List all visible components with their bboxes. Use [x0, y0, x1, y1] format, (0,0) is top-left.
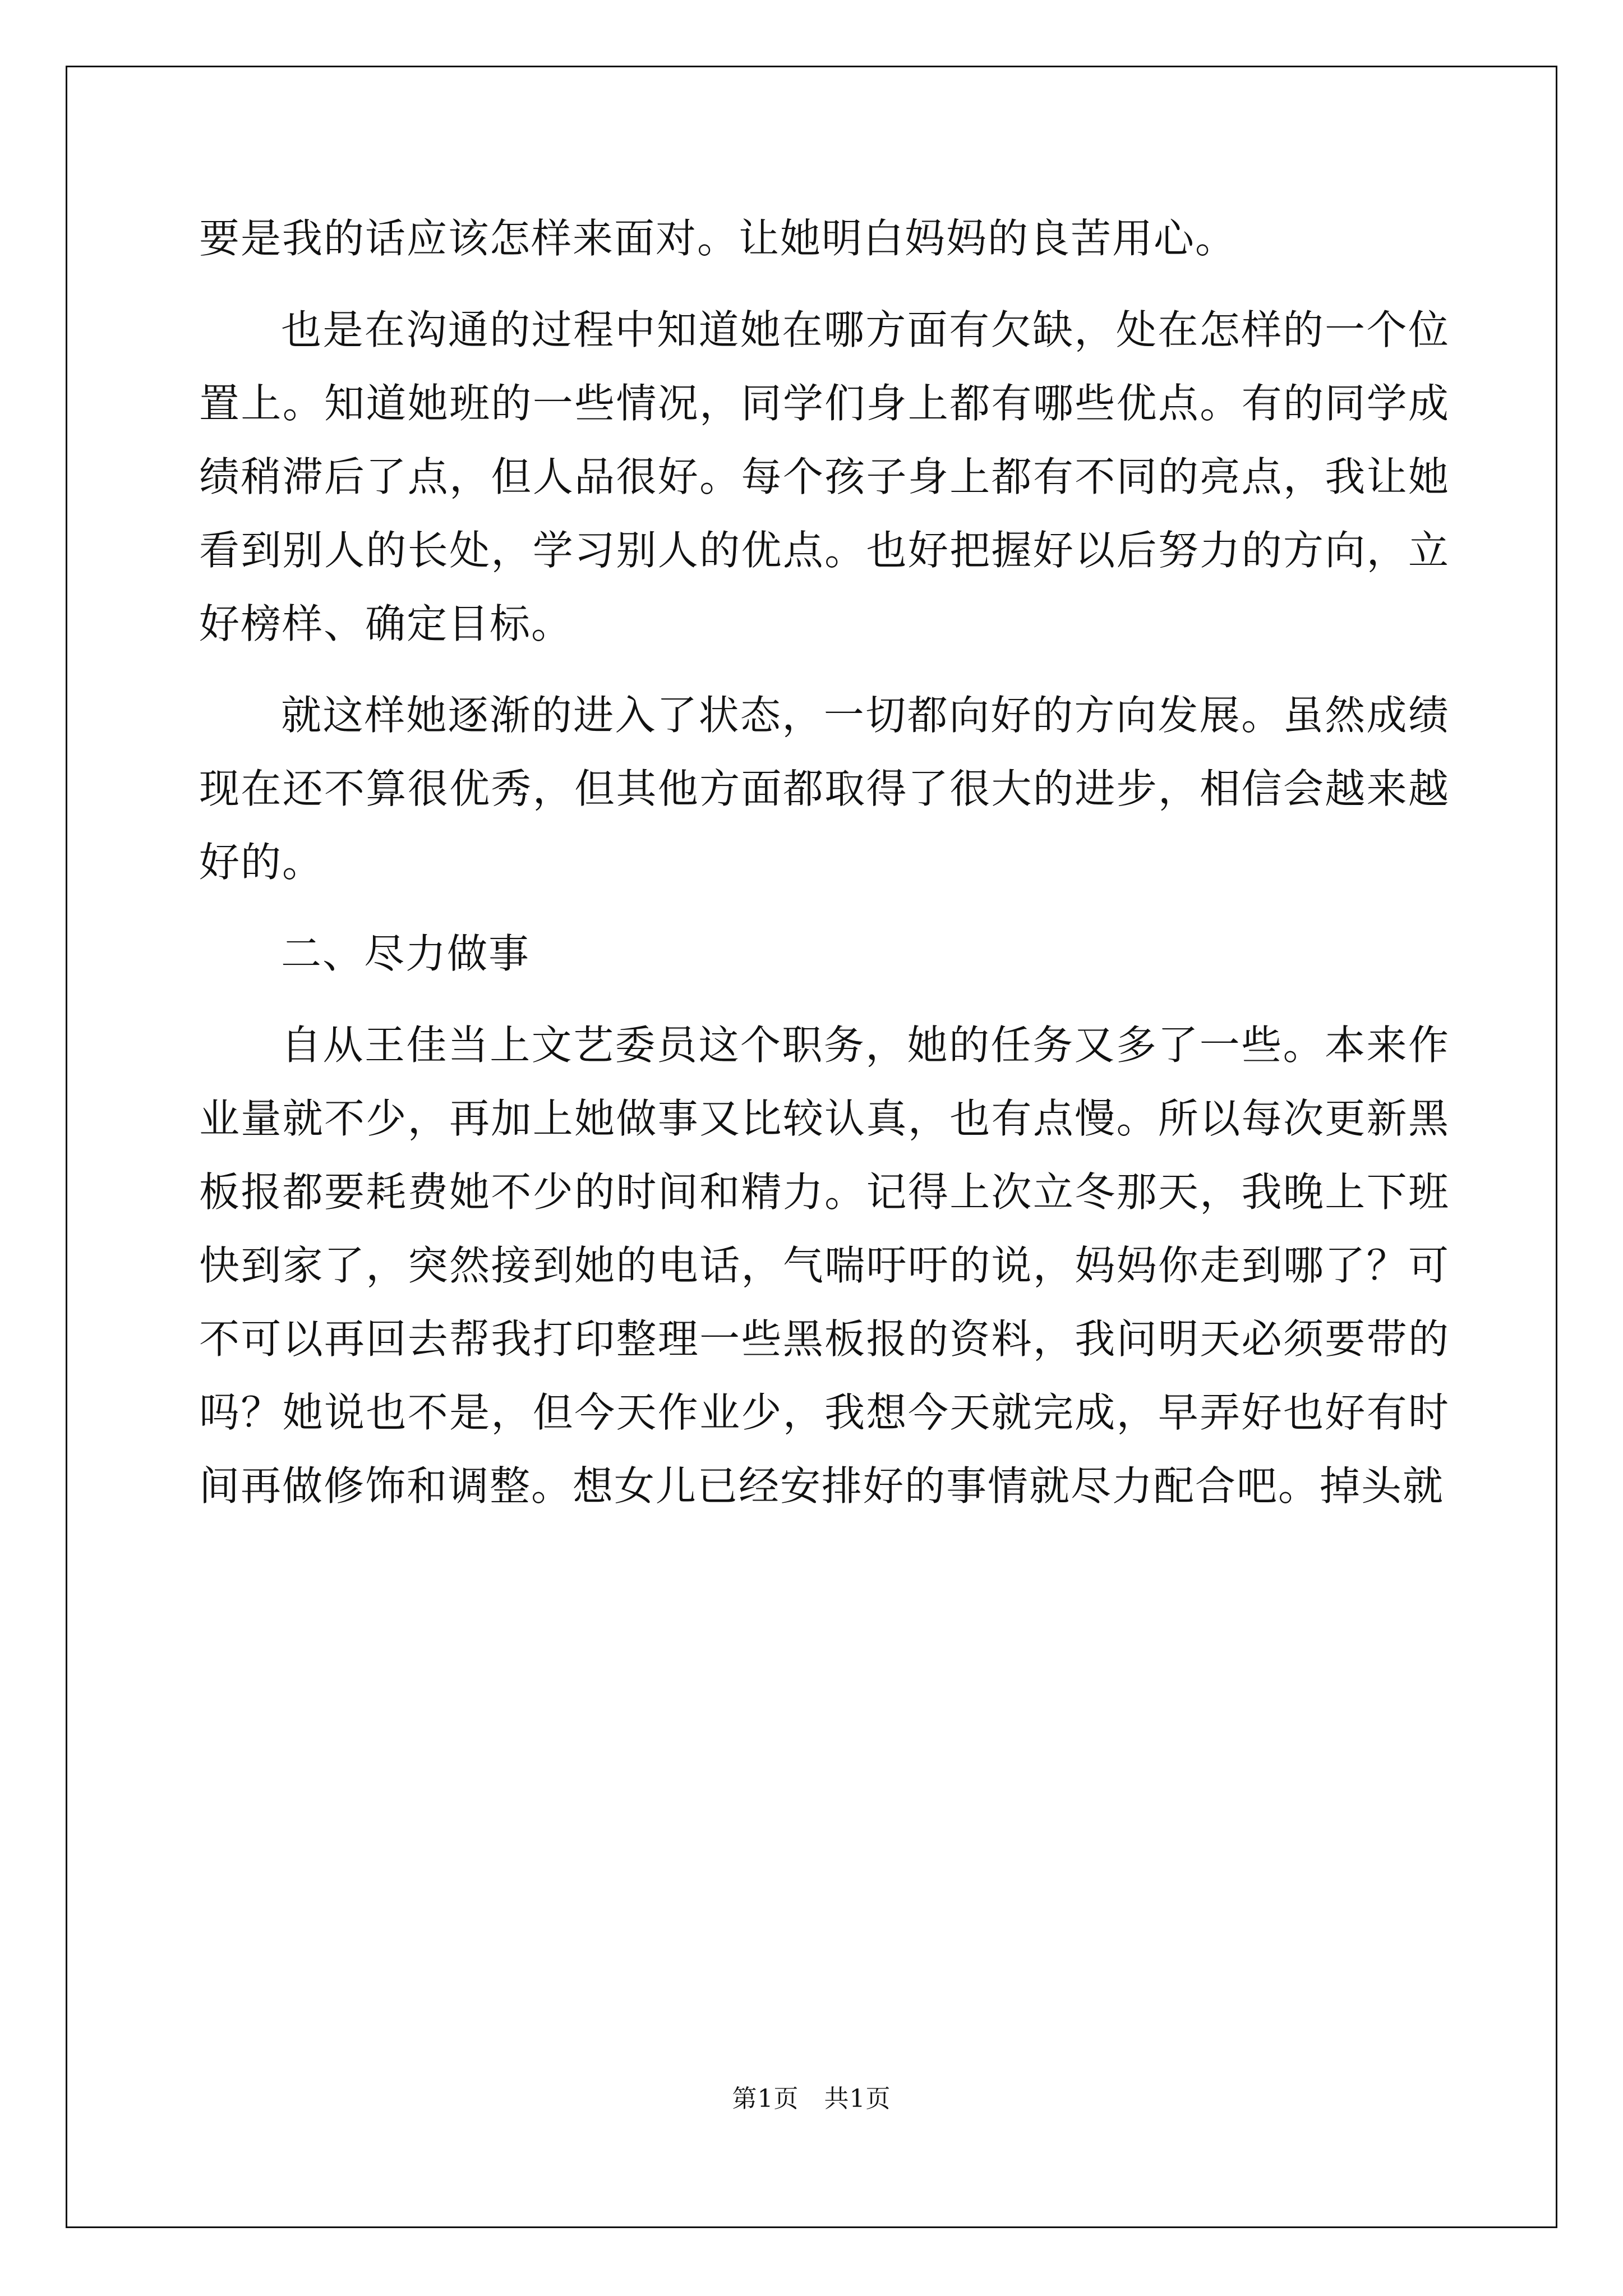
paragraph-3: 就这样她逐渐的进入了状态，一切都向好的方向发展。虽然成绩现在还不算很优秀，但其他方面都取得了很大的进步，相信会越来越好的。	[199, 692, 1450, 886]
page-footer: 第1页 共1页	[732, 2085, 891, 2113]
document-body	[199, 202, 1450, 1541]
paragraph-1: 要是我的话应该怎样来面对。让她明白妈妈的良苦用心。	[199, 215, 1237, 262]
section-heading: 二、尽力做事	[281, 930, 531, 977]
paragraph-4: 自从王佳当上文艺委员这个职务，她的任务又多了一些。本来作业量就不少，再加上她做事又比较认真，也有点慢。所以每次更新黑板报都要耗费她不少的时间和精力。记得上次立冬那天，我晚上下班快到家了，突然接到她的电话，气喘吁吁的说，妈妈你走到哪了？可不可以再回去帮我打印整理一些黑板报的资料，我问明天必须要带的吗？她说也不是，但今天作业少，我想今天就完成，早弄好也好有时间再做修饰和调整。想女儿已经安排好的事情就尽力配合吧。掉头就	[199, 1022, 1450, 1510]
paragraph-2: 也是在沟通的过程中知道她在哪方面有欠缺，处在怎样的一个位置上。知道她班的一些情况，同学们身上都有哪些优点。有的同学成绩稍滞后了点，但人品很好。每个孩子身上都有不同的亮点，我让她看到别人的长处，学习别人的优点。也好把握好以后努力的方向，立好榜样、确定目标。	[199, 306, 1450, 647]
